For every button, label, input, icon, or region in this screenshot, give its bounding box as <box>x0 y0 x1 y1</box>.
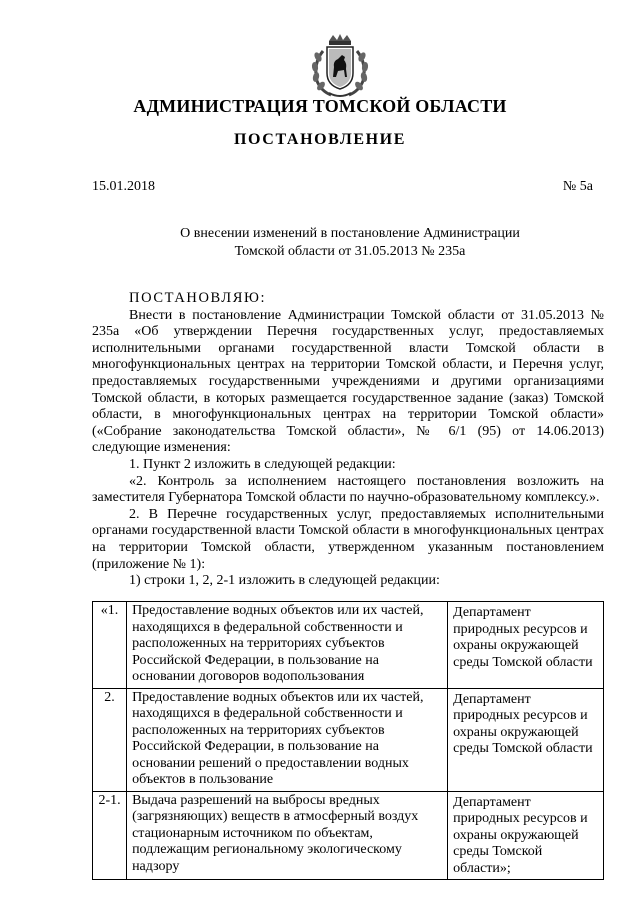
coat-of-arms-emblem <box>309 33 371 99</box>
service-name: Выдача разрешений на выбросы вредных (загрязняющих) веществ в атмосферный воздух стационарным источником по объектам, подлежащим региональному экологическому надзору <box>127 791 448 880</box>
document-number: № 5а <box>562 179 593 194</box>
document-body <box>92 290 604 590</box>
document-type-title: ПОСТАНОВЛЕНИЕ <box>234 131 406 148</box>
table-row <box>93 602 604 689</box>
decree-heading: ПОСТАНОВЛЯЮ: <box>129 290 267 306</box>
subject-line-1: О внесении изменений в постановление Администрации <box>180 226 520 241</box>
table-row <box>93 688 604 791</box>
table-row <box>93 791 604 880</box>
body-paragraph-2: 1. Пункт 2 изложить в следующей редакции: <box>129 456 396 472</box>
service-name: Предоставление водных объектов или их частей, находящихся в федеральной собственности и расположенных на территориях субъектов Российской Федерации, в пользование на основании договоров водопользования <box>127 602 448 689</box>
row-number: «1. <box>93 602 127 689</box>
body-paragraph-3: «2. Контроль за исполнением настоящего постановления возложить на заместителя Губернатора Томской области по научно-образовательному комплексу.». <box>92 473 604 506</box>
document-subject <box>150 225 550 261</box>
row-number: 2-1. <box>93 791 127 880</box>
service-name: Предоставление водных объектов или их частей, находящихся в федеральной собственности и расположенных на территориях субъектов Российской Федерации, в пользование на основании решений о предоставлении водных объектов в пользование <box>127 688 448 791</box>
department-name: Департамент природных ресурсов и охраны окружающей среды Томской области»; <box>448 791 604 880</box>
body-paragraph-4: 2. В Перечне государственных услуг, предоставляемых исполнительными органами государственной власти Томской области в многофункциональных центрах на территории Томской области, утвержденном указанным постановлением (приложение № 1): <box>92 506 604 572</box>
body-paragraph-1: Внести в постановление Администрации Томской области от 31.05.2013 № 235а «Об утверждении Перечня государственных услуг, предоставляемых исполнительными органами государственной власти Томской области в многофункциональных центрах на территории Томской области, и Перечня услуг, предоставляемых государственными учреждениями и другими организациями Томской области, в которых размещается государственное задание (заказ) Томской области, в многофункциональных центрах на территории Томской области» («Собрание законодательства Томской области», № 6/1 (95) от 14.06.2013) следующие изменения: <box>92 307 604 456</box>
organization-title: АДМИНИСТРАЦИЯ ТОМСКОЙ ОБЛАСТИ <box>133 96 507 116</box>
subject-line-2: Томской области от 31.05.2013 № 235а <box>234 244 466 259</box>
department-name: Департамент природных ресурсов и охраны окружающей среды Томской области <box>448 688 604 791</box>
row-number: 2. <box>93 688 127 791</box>
document-date: 15.01.2018 <box>92 179 155 194</box>
services-table <box>92 601 604 880</box>
body-paragraph-5: 1) строки 1, 2, 2-1 изложить в следующей редакции: <box>129 573 440 589</box>
department-name: Департамент природных ресурсов и охраны окружающей среды Томской области <box>448 602 604 689</box>
